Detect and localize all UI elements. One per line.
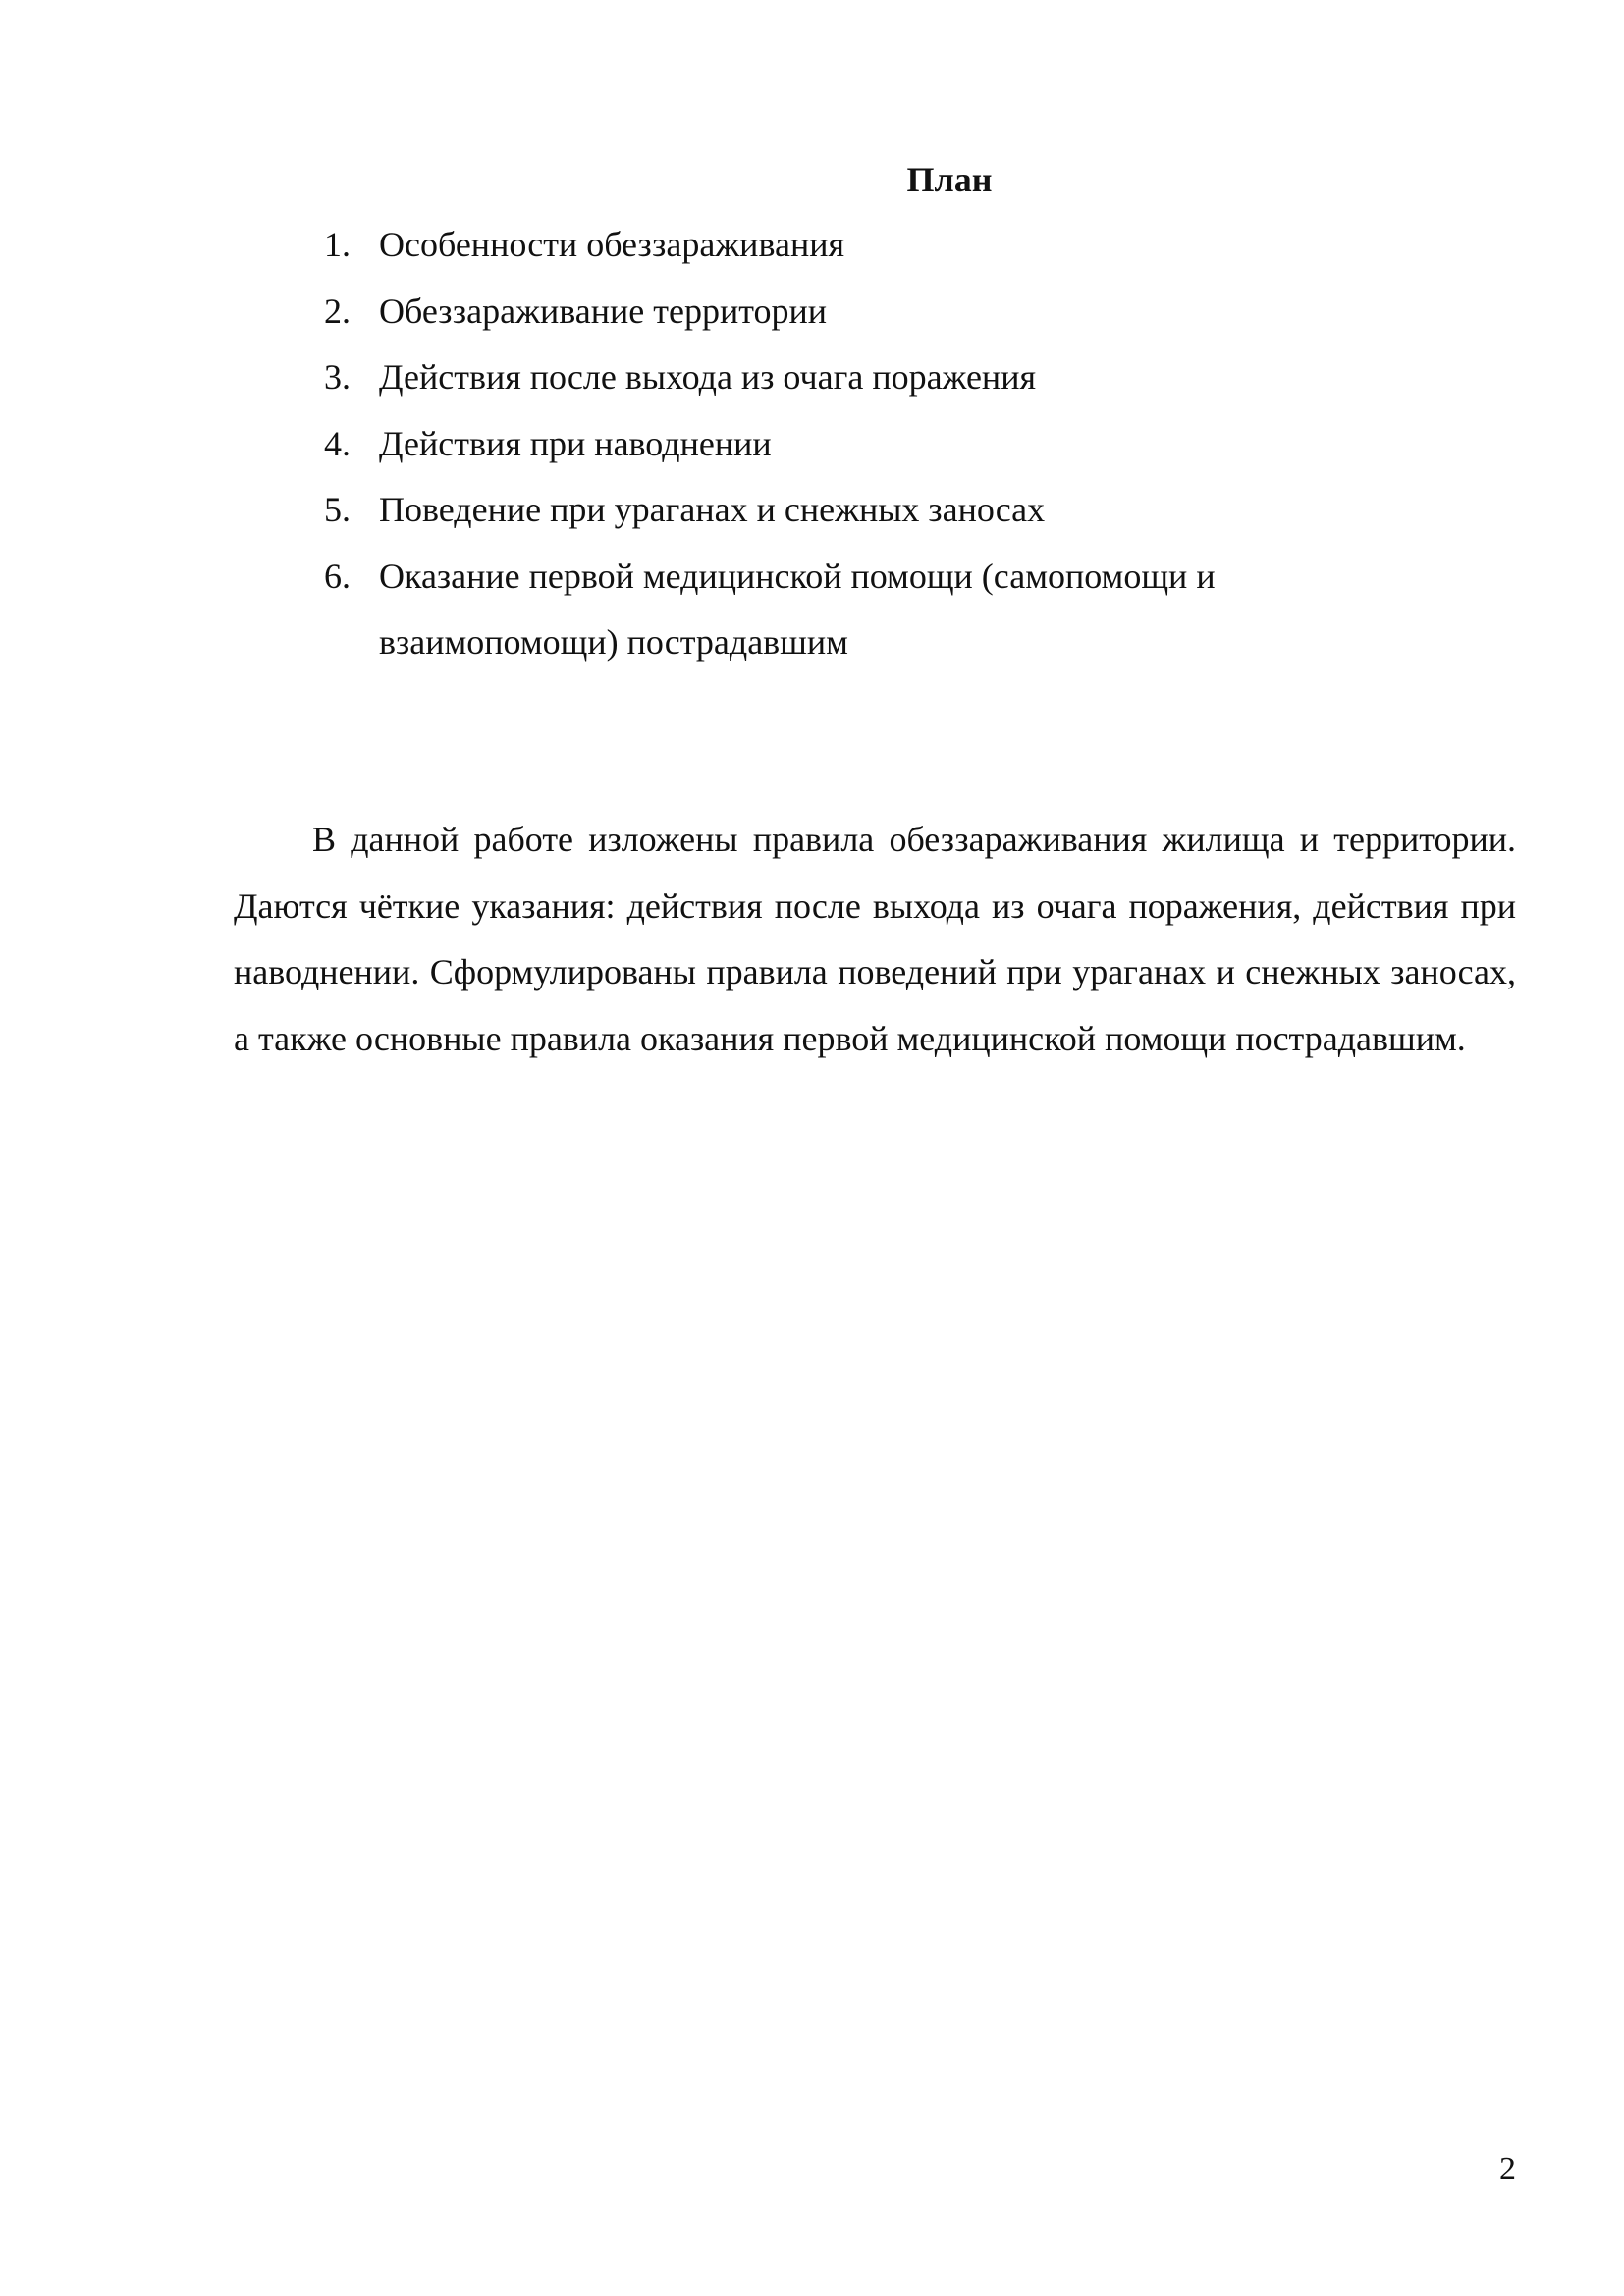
plan-item-text: Обеззараживание территории bbox=[379, 291, 828, 331]
plan-item-text: Поведение при ураганах и снежных заносах bbox=[379, 490, 1046, 529]
plan-item-number: 2. bbox=[324, 291, 351, 331]
plan-item-text: Оказание первой медицинской помощи (самопомощи и взаимопомощи) пострадавшим bbox=[379, 556, 1216, 662]
plan-item bbox=[324, 279, 1365, 346]
plan-item-text: Особенности обеззараживания bbox=[379, 225, 845, 264]
plan-item-number: 3. bbox=[324, 357, 351, 397]
plan-item bbox=[324, 411, 1365, 478]
plan-item bbox=[324, 212, 1365, 279]
plan-item-number: 6. bbox=[324, 556, 351, 596]
plan-item-number: 1. bbox=[324, 225, 351, 264]
abstract-paragraph: В данной работе изложены правила обеззараживания жилища и территории. Даются чёткие указания: действия после выхода из очага поражения, действия при наводнении. Сформулированы правила поведений при ураганах и снежных заносах, а также основные правила оказания первой медицинской помощи пострадавшим. bbox=[234, 820, 1516, 1058]
plan-item bbox=[324, 544, 1365, 676]
page-number: 2 bbox=[1499, 2151, 1516, 2187]
plan-item bbox=[324, 477, 1365, 544]
plan-item-text: Действия после выхода из очага поражения bbox=[379, 357, 1037, 397]
plan-item bbox=[324, 345, 1365, 411]
plan-item-number: 5. bbox=[324, 490, 351, 529]
plan-title: План bbox=[906, 160, 993, 199]
plan-list bbox=[324, 212, 1365, 676]
plan-item-number: 4. bbox=[324, 423, 351, 463]
plan-item-text: Действия при наводнении bbox=[379, 423, 772, 463]
